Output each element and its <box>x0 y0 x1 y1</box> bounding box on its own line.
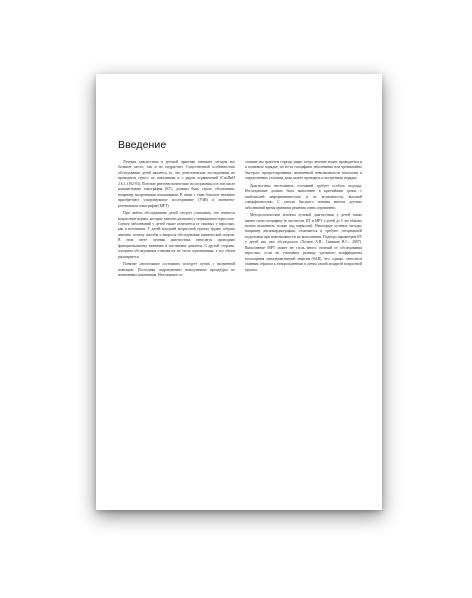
paragraph: При любом обследовании детей следует учитывать, что имеются возрастные нормы, которые заметно различны у нормального взрослого. Спектр заболеваний у детей также отличается от таковых у взрослых, как и источники. У детей младшей возрастной группы трудно собрать анамнез, почему жалобы и вопросы обследования клинической модели. В этом свете лучевая диагностика относится проводимо функциональному значению в постановке диагноза. С другой стороны, алгоритм обследования становится не столь однозначным, а его объем расширяется. <box>118 211 235 259</box>
text-column-left <box>118 160 235 279</box>
section-heading: Введение <box>118 139 167 151</box>
paragraph: Методологические аспекты лучевой диагностики у детей также имеют свою специфику (в частности, КТ и МРТ у детей до 5 лет обычно можно выполнить только под наркозом). Некоторые лучевые методы, например ангиокардиография, отличаются и требуют специальной подготовки при невозможности их выполнения. Подбора параметров КТ у детей как уже обсуждалось (Хозаев А.В., Синяков В.С., 2007). Выполнение МРТ может не столь много отличий от обследования взрослых, если не учитывать разницу удельного коэффициента поглощения электромагнитной энергии (SAR), что, однако, относится главным образом к новорожденным и детям самой младшей возрастной группы. <box>245 213 362 272</box>
paragraph: стояние мы трактуем гораздо шире, когда лечение может проводиться и в плановом порядке, но из-за специфики заболевания или чрезвычайно быстрого прогрессирования, неизменной невозможности патологии в определенных условиях даже может проводить и экстренном порядке. <box>245 160 362 181</box>
document-page <box>96 74 382 510</box>
paragraph: Диагностика неотложных состояний требует особого подхода. Исследование должно быть выполнено в кратчайшие сроки, с наибольшей информативностью и по возможности, высокой специфичностью. С учетом быстрого течения многих детских заболеваний время принятия решения очень ограничено. <box>245 183 362 210</box>
paragraph: Понятие «неотложное состояние» вследует путать с экстренной помощью. Последняя подразумевает немедленные процедуры по жизненным показаниям. Неотложное со- <box>118 262 235 278</box>
text-column-right <box>245 160 362 273</box>
paragraph: Лучевая диагностика в детской практике занимает сегодня все большее место, так и не подрастает. Существенной особенностью обследования детей является то, что рентгеновские исследования не проводятся строго по показаниям и с рядом ограничений (СанПиН 2.6.1.1192-03). Поэтому рентгенологические исследования, и в том числе компьютерная томография (КТ), должны быть строго обоснованы, например экстренными показаниями. В связи с этим большое значение приобретают ультразвуковое исследование (УЗИ) и магнитно-резонансная томография (МРТ). <box>118 160 235 208</box>
